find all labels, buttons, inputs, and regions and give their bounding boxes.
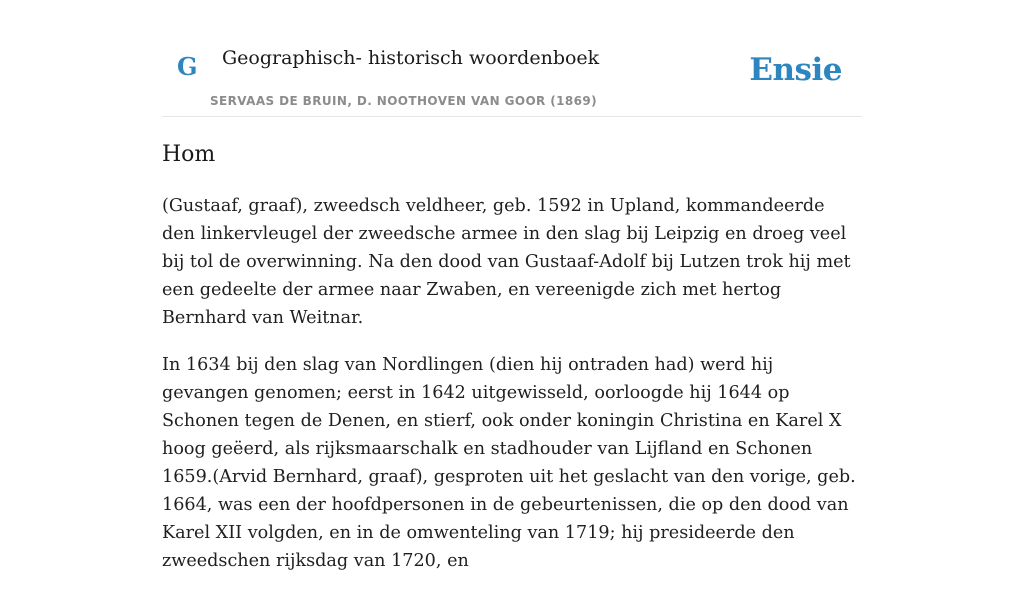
book-title[interactable]: Geographisch- historisch woordenboek — [222, 47, 600, 69]
entry-paragraph: (Gustaaf, graaf), zweedsch veldheer, geb. 1592 in Upland, kommandeerde den linkervleugel der zweedsche armee in den slag bij Leipzig en droeg veel bij tol de overwinning. Na den dood van Gustaaf-Adolf bij Lutzen trok hij met een gedeelte der armee naar Zwaben, en vereenigde zich met hertog Bernhard van Weitnar. — [162, 196, 851, 328]
entry-title: Hom — [162, 142, 216, 167]
book-logo-link[interactable]: G — [177, 52, 198, 81]
entry-paragraph: In 1634 bij den slag van Nordlingen (dien hij ontraden had) werd hij gevangen genomen; eerst in 1642 uitgewisseld, oorloogde hij 1644 op Schonen tegen de Denen, en stierf, ook onder koningin Christina en Karel X hoog geëerd, als rijksmaarschalk en stadhouder van Lijfland en Schonen 1659.(Arvid Bernhard, graaf), gesproten uit het geslacht van den vorige, geb. 1664, was een der hoofdpersonen in de gebeurtenissen, die op den dood van Karel XII volgden, en in de omwenteling van 1719; hij presideerde den zweedschen rijksdag van 1720, en — [162, 355, 856, 571]
entry-body — [162, 192, 862, 594]
book-header — [162, 0, 862, 117]
page-container — [162, 0, 862, 571]
ensie-logo-link[interactable]: Ensie — [749, 52, 842, 88]
book-author: SERVAAS DE BRUIN, D. NOOTHOVEN VAN GOOR (1869) — [210, 94, 598, 108]
